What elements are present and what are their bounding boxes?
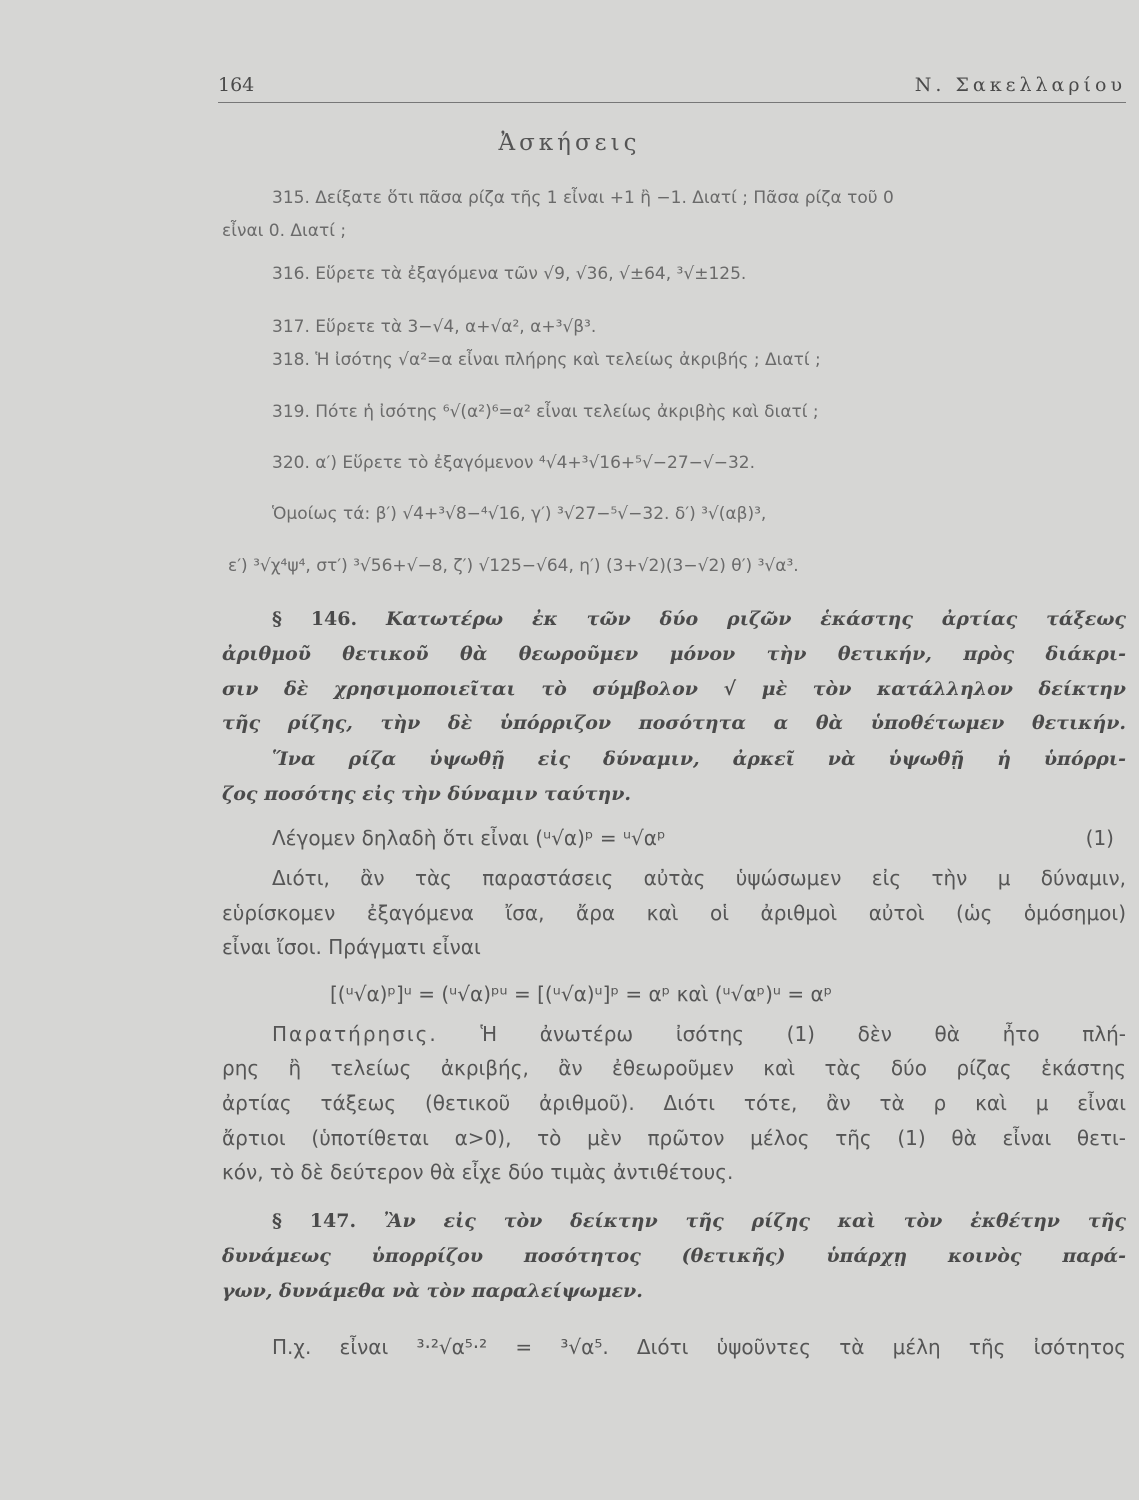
- equation-1-line: Λέγομεν δηλαδὴ ὅτι εἶναι (ᵘ√α)ᵖ = ᵘ√αᵖ (1): [272, 826, 1114, 850]
- paragraph-147-line: γων, δυνάμεθα νὰ τὸν παραλείψωμεν.: [222, 1280, 643, 1302]
- display-equation: [(ᵘ√α)ᵖ]ᵘ = (ᵘ√α)ᵖᵘ = [(ᵘ√α)ᵘ]ᵖ = αᵖ καὶ (ᵘ√αᵖ)ᵘ = αᵖ: [330, 982, 833, 1006]
- section-146-number: § 146.: [272, 608, 358, 630]
- remark-line: ρης ἢ τελείως ἀκριβής, ἂν ἐθεωροῦμεν καὶ τὰς δύο ρίζας ἑκάστης: [222, 1056, 1126, 1080]
- paragraph-147-line: δυνάμεως ὑπορρίζου ποσότητος (θετικῆς) ὑπάρχῃ κοινὸς παρά-: [222, 1245, 1126, 1267]
- remark-line: κόν, τὸ δὲ δεύτερον θὰ εἶχε δύο τιμὰς ἀντιθέτους.: [222, 1160, 734, 1184]
- equation-1-number: (1): [1085, 826, 1114, 850]
- paragraph-146-line: Ἵνα ρίζα ὑψωθῇ εἰς δύναμιν, ἀρκεῖ νὰ ὑψωθῇ ἡ ὑπόρρι-: [272, 748, 1126, 770]
- paragraph-147-line-1: § 147. Ἂν εἰς τὸν δείκτην τῆς ρίζης καὶ τὸν ἐκθέτην τῆς: [272, 1210, 1126, 1232]
- paragraph-146-line: ζος ποσότης εἰς τὴν δύναμιν ταύτην.: [222, 783, 632, 805]
- exercise-315-line-1: 315. Δείξατε ὅτι πᾶσα ρίζα τῆς 1 εἶναι +1 ἢ −1. Διατί ; Πᾶσα ρίζα τοῦ 0: [272, 188, 894, 208]
- section-title: Ἀσκήσεις: [498, 130, 641, 156]
- body-line: Διότι, ἂν τὰς παραστάσεις αὐτὰς ὑψώσωμεν εἰς τὴν μ δύναμιν,: [272, 866, 1126, 890]
- exercise-315-line-2: εἶναι 0. Διατί ;: [222, 221, 347, 241]
- running-head-author: Ν. Σακελλαρίου: [914, 74, 1126, 96]
- exercise-320-line-2: Ὁμοίως τά: β′) √4+³√8−⁴√16, γ′) ³√27−⁵√−32. δ′) ³√(αβ)³,: [272, 504, 767, 524]
- remark-line: ἀρτίας τάξεως (θετικοῦ ἀριθμοῦ). Διότι τότε, ἂν τὰ ρ καὶ μ εἶναι: [222, 1091, 1126, 1115]
- paragraph-146-line: τῆς ρίζης, τὴν δὲ ὑπόρριζον ποσότητα α θὰ ὑποθέτωμεν θετικήν.: [222, 712, 1126, 734]
- remark-heading: Παρατήρησις.: [272, 1022, 438, 1046]
- exercise-319: 319. Πότε ἡ ἰσότης ⁶√(α²)⁶=α² εἶναι τελείως ἀκριβὴς καὶ διατί ;: [272, 402, 819, 422]
- exercise-316: 316. Εὕρετε τὰ ἐξαγόμενα τῶν √9, √36, √±64, ³√±125.: [272, 264, 747, 284]
- example-line: Π.χ. εἶναι ³·²√α⁵·² = ³√α⁵. Διότι ὑψοῦντες τὰ μέλη τῆς ἰσότητος: [272, 1335, 1126, 1359]
- exercise-320-line-3: ε′) ³√χ⁴ψ⁴, στ′) ³√56+√−8, ζ′) √125−√64, η′) (3+√2)(3−√2) θ′) ³√α³.: [228, 556, 799, 576]
- page-number: 164: [218, 74, 255, 96]
- exercise-318: 318. Ἡ ἰσότης √α²=α εἶναι πλήρης καὶ τελείως ἀκριβής ; Διατί ;: [272, 350, 821, 370]
- paragraph-146-line: ἀριθμοῦ θετικοῦ θὰ θεωροῦμεν μόνον τὴν θετικήν, πρὸς διάκρι-: [222, 643, 1126, 665]
- body-line: εὑρίσκομεν ἐξαγόμενα ἴσα, ἄρα καὶ οἱ ἀριθμοὶ αὐτοὶ (ὡς ὁμόσημοι): [222, 901, 1126, 925]
- exercise-320-line-1: 320. α′) Εὕρετε τὸ ἐξαγόμενον ⁴√4+³√16+⁵√−27−√−32.: [272, 453, 756, 473]
- body-line: εἶναι ἴσοι. Πράγματι εἶναι: [222, 935, 481, 959]
- paragraph-146-line-1: § 146. Κατωτέρω ἐκ τῶν δύο ριζῶν ἑκάστης ἀρτίας τάξεως: [272, 608, 1126, 630]
- remark-line: ἄρτιοι (ὑποτίθεται α>0), τὸ μὲν πρῶτον μέλος τῆς (1) θὰ εἶναι θετι-: [222, 1126, 1126, 1150]
- exercise-317: 317. Εὕρετε τὰ 3−√4, α+√α², α+³√β³.: [272, 317, 597, 337]
- remark-line: Παρατήρησις. Ἡ ἀνωτέρω ἰσότης (1) δὲν θὰ ἦτο πλή-: [272, 1022, 1127, 1046]
- paragraph-146-line: σιν δὲ χρησιμοποιεῖται τὸ σύμβολον √ μὲ τὸν κατάλληλον δείκτην: [222, 678, 1126, 700]
- page-header: [218, 72, 1126, 103]
- section-147-number: § 147.: [272, 1210, 357, 1232]
